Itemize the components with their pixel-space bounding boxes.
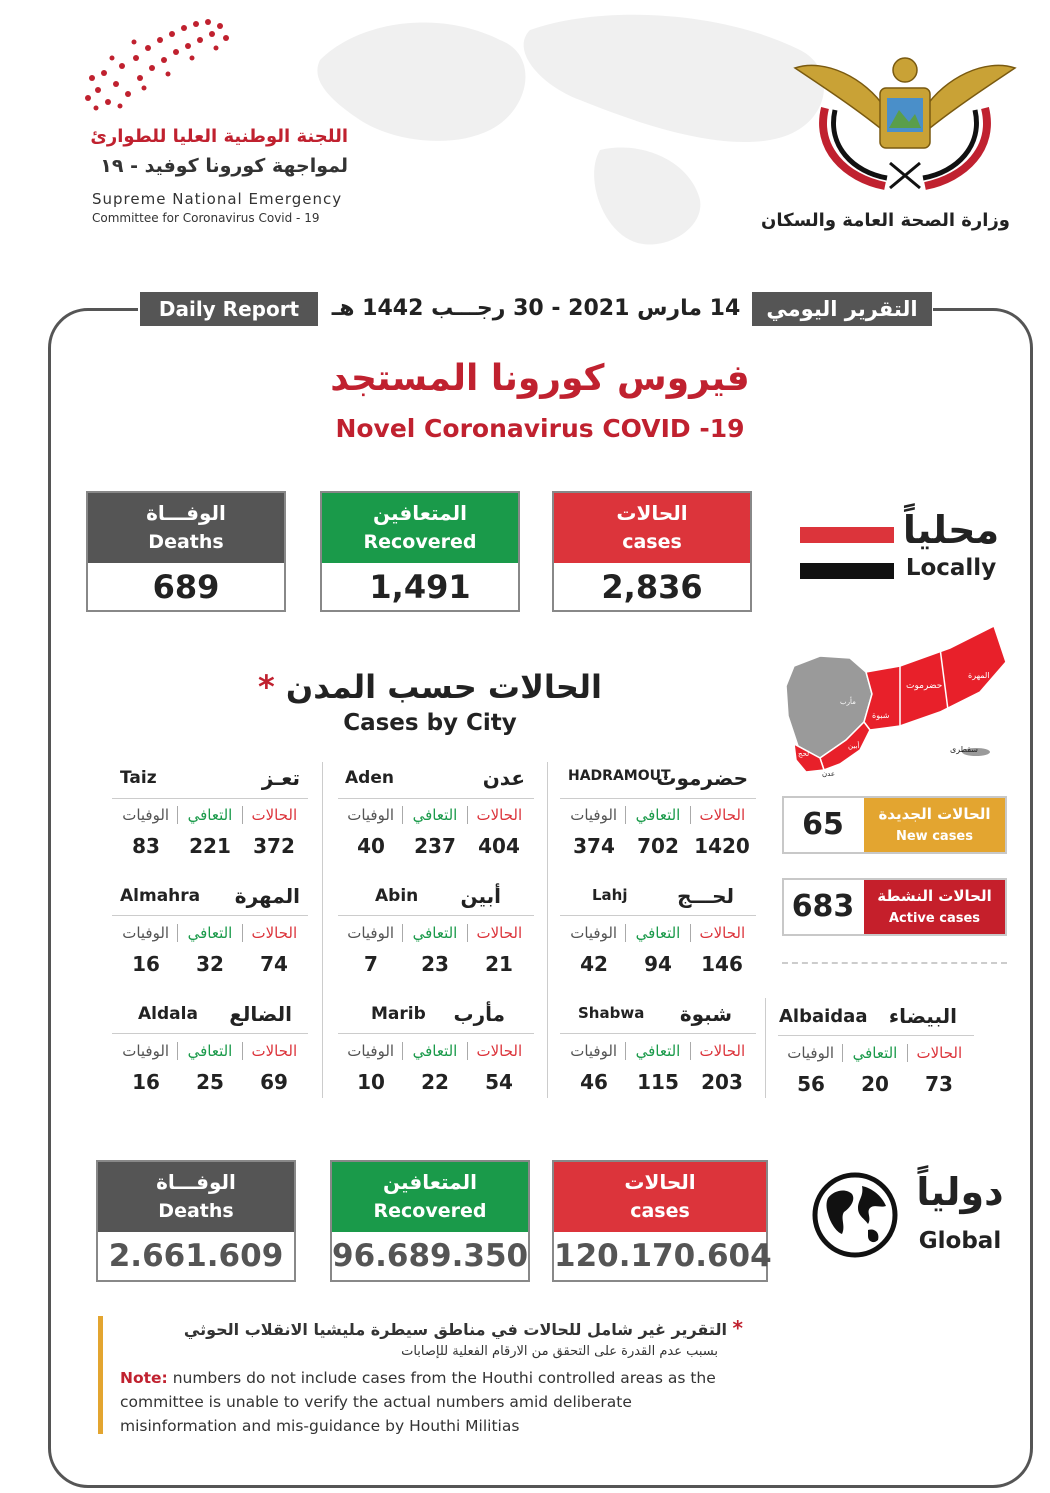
note-label: Note: <box>120 1369 168 1387</box>
deaths-header: الوفيات <box>570 806 618 824</box>
city-name-en: Taiz <box>120 768 157 788</box>
city-name-ar: شبوة <box>679 1002 732 1026</box>
city-name-en: Aldala <box>138 1004 198 1024</box>
city-name-en: Shabwa <box>578 1004 645 1022</box>
global-deaths-label-en: Deaths <box>158 1200 234 1222</box>
map-label-marib: مأرب <box>840 698 856 706</box>
map-label-hadramout: حضرموت <box>906 681 943 691</box>
city-name-ar: تعـز <box>261 766 300 790</box>
cases-header: الحالات <box>251 924 298 942</box>
cases-header: الحالات <box>699 806 746 824</box>
note-accent-bar <box>98 1316 103 1434</box>
cases-header: الحالات <box>916 1044 963 1062</box>
map-label-shabwa: شبوة <box>872 711 890 720</box>
recovered-header: التعافي <box>402 924 467 942</box>
city-card-marib <box>335 1002 535 1094</box>
recovered-value: 237 <box>414 834 456 858</box>
divider <box>322 762 323 1098</box>
divider <box>547 762 548 1098</box>
cases-value: 372 <box>253 834 295 858</box>
recovered-value: 221 <box>189 834 231 858</box>
locally-label-ar: محلياً <box>902 508 1000 552</box>
local-recovered-label-en: Recovered <box>363 531 477 553</box>
global-cases-value: 120.170.604 <box>554 1238 772 1274</box>
deaths-value: 16 <box>132 1070 160 1094</box>
page-title-ar: فيروس كورونا المستجد <box>330 358 750 399</box>
deaths-header: الوفيات <box>570 924 618 942</box>
divider <box>782 962 1007 964</box>
local-recovered-card <box>320 491 520 612</box>
cases-by-city-title-ar <box>230 668 630 706</box>
committee-name-en: Supreme National Emergency <box>92 190 343 208</box>
global-recovered-value: 96.689.350 <box>332 1238 529 1274</box>
cases-header: الحالات <box>699 1042 746 1060</box>
new-cases-value: 65 <box>802 807 844 842</box>
recovered-value: 23 <box>421 952 449 976</box>
city-name-ar: عدن <box>482 766 525 790</box>
committee-name-ar: اللجنة الوطنية العليا للطوارئ <box>90 126 348 147</box>
city-name-ar: مأرب <box>453 1002 505 1026</box>
city-card-abin <box>335 884 535 976</box>
cases-value: 203 <box>701 1070 743 1094</box>
global-label-ar: دولياً <box>916 1170 1004 1214</box>
active-cases-label-ar: الحالات النشطة <box>877 887 992 905</box>
global-cases-label-en: cases <box>630 1200 690 1222</box>
deaths-value: 16 <box>132 952 160 976</box>
recovered-value: 115 <box>637 1070 679 1094</box>
cases-header: الحالات <box>251 1042 298 1060</box>
note-en-text: numbers do not include cases from the Houthi controlled areas as the committee is unable to verify the actual numbers amid deliberate misinformation and mis-guidance by Houthi Militias <box>120 1369 716 1435</box>
deaths-value: 83 <box>132 834 160 858</box>
local-deaths-card <box>86 491 286 612</box>
local-deaths-label-en: Deaths <box>148 531 224 553</box>
committee-subtitle-en: Committee for Coronavirus Covid - 19 <box>92 211 320 225</box>
locally-label-en: Locally <box>905 555 997 581</box>
global-recovered-label-ar: المتعافين <box>383 1170 477 1194</box>
cases-header: الحالات <box>251 806 298 824</box>
city-card-taiz <box>110 766 310 858</box>
active-cases-value: 683 <box>791 889 855 924</box>
deaths-header: الوفيات <box>122 924 170 942</box>
city-card-aden <box>335 766 535 858</box>
note-ar-text: التقرير غير شامل للحالات في مناطق سيطرة مليشيا الانقلاب الحوثي <box>183 1320 727 1339</box>
cases-value: 54 <box>485 1070 513 1094</box>
local-cases-label-ar: الحالات <box>616 501 688 525</box>
city-name-ar: البيضاء <box>888 1004 957 1028</box>
deaths-value: 40 <box>357 834 385 858</box>
daily-report-ar: التقرير اليومي <box>752 292 932 326</box>
committee-logo-icon <box>78 18 238 113</box>
city-name-ar: لحـــج <box>677 884 734 908</box>
map-label-aden: عدن <box>822 770 835 778</box>
deaths-value: 374 <box>573 834 615 858</box>
daily-report-en: Daily Report <box>140 292 318 326</box>
deaths-value: 42 <box>580 952 608 976</box>
cases-header: الحالات <box>476 1042 523 1060</box>
local-recovered-label-ar: المتعافين <box>373 501 467 525</box>
city-name-ar: الضالع <box>229 1002 292 1026</box>
map-label-lahj: لحج <box>798 750 810 758</box>
recovered-header: التعافي <box>177 1042 242 1060</box>
map-label-socotra: سقطرى <box>950 745 978 754</box>
deaths-header: الوفيات <box>347 806 395 824</box>
cases-value: 1420 <box>694 834 750 858</box>
city-card-aldala <box>110 1002 310 1094</box>
active-cases-card <box>782 878 1007 936</box>
map-label-abyan: أبين <box>848 742 860 750</box>
deaths-value: 7 <box>364 952 378 976</box>
city-name-en: Albaidaa <box>779 1006 868 1027</box>
deaths-value: 46 <box>580 1070 608 1094</box>
recovered-header: التعافي <box>625 806 690 824</box>
new-cases-card <box>782 796 1007 854</box>
global-recovered-label-en: Recovered <box>373 1200 487 1222</box>
deaths-value: 10 <box>357 1070 385 1094</box>
footnote-star: * <box>258 668 275 706</box>
global-deaths-card <box>96 1160 296 1282</box>
recovered-header: التعافي <box>625 1042 690 1060</box>
recovered-value: 32 <box>196 952 224 976</box>
deaths-header: الوفيات <box>347 1042 395 1060</box>
city-card-shabwa <box>558 1002 758 1094</box>
local-cases-value: 2,836 <box>601 568 703 606</box>
recovered-header: التعافي <box>177 806 242 824</box>
city-card-lahj <box>558 884 758 976</box>
new-cases-label-en: New cases <box>895 829 973 844</box>
recovered-value: 22 <box>421 1070 449 1094</box>
deaths-header: الوفيات <box>570 1042 618 1060</box>
city-name-en: Marib <box>371 1004 426 1024</box>
active-cases-label-en: Active cases <box>888 911 981 926</box>
city-name-ar: أبين <box>460 884 501 908</box>
recovered-header: التعافي <box>402 1042 467 1060</box>
recovered-header: التعافي <box>842 1044 907 1062</box>
yemen-emblem-icon <box>785 48 1025 198</box>
city-name-en: Almahra <box>120 886 201 906</box>
committee-subtitle-ar: لمواجهة كورونا كوفيد - ١٩ <box>100 155 348 177</box>
global-deaths-value: 2.661.609 <box>108 1238 284 1274</box>
yemen-flag-icon <box>800 527 894 579</box>
deaths-header: الوفيات <box>122 1042 170 1060</box>
cases-value: 74 <box>260 952 288 976</box>
new-cases-label-ar: الحالات الجديدة <box>878 805 991 823</box>
cases-header: الحالات <box>476 924 523 942</box>
city-card-hadramout <box>558 766 758 858</box>
cases-header: الحالات <box>476 806 523 824</box>
recovered-header: التعافي <box>402 806 467 824</box>
cases-by-city-title-en: Cases by City <box>343 710 517 736</box>
local-cases-label-en: cases <box>622 531 682 553</box>
cases-value: 73 <box>925 1072 953 1096</box>
note-star: * <box>732 1316 743 1340</box>
local-recovered-value: 1,491 <box>369 568 471 606</box>
deaths-value: 56 <box>797 1072 825 1096</box>
global-recovered-card <box>330 1160 530 1282</box>
recovered-value: 25 <box>196 1070 224 1094</box>
cases-value: 69 <box>260 1070 288 1094</box>
city-name-en: Lahj <box>592 886 628 904</box>
local-deaths-value: 689 <box>152 568 220 606</box>
city-name-en: Aden <box>345 768 394 788</box>
ministry-name: وزارة الصحة العامة والسكان <box>761 210 1010 231</box>
cases-value: 146 <box>701 952 743 976</box>
recovered-value: 702 <box>637 834 679 858</box>
note-ar-line1 <box>118 1316 743 1340</box>
yemen-map-icon <box>780 622 1012 780</box>
page-title-en: Novel Coronavirus COVID -19 <box>335 414 745 443</box>
map-label-mahra: المهرة <box>968 671 990 680</box>
note-en <box>120 1366 740 1438</box>
city-name-ar: حضرموت <box>656 766 748 790</box>
local-deaths-label-ar: الوفـــاة <box>146 501 226 525</box>
note-ar-line2: بسبب عدم القدرة على التحقق من الارقام الفعلية للإصابات <box>401 1344 718 1359</box>
recovered-value: 20 <box>861 1072 889 1096</box>
deaths-header: الوفيات <box>787 1044 835 1062</box>
cases-by-city-ar: الحالات حسب المدن <box>285 668 602 706</box>
deaths-header: الوفيات <box>347 924 395 942</box>
global-cases-card <box>552 1160 772 1282</box>
deaths-header: الوفيات <box>122 806 170 824</box>
recovered-header: التعافي <box>177 924 242 942</box>
global-label-en: Global <box>918 1228 1002 1254</box>
globe-icon <box>812 1172 898 1258</box>
city-card-almahra <box>110 884 310 976</box>
cases-value: 21 <box>485 952 513 976</box>
local-cases-card <box>552 491 752 612</box>
global-deaths-label-ar: الوفـــاة <box>156 1170 236 1194</box>
city-name-en: HADRAMOUT <box>568 768 671 784</box>
global-cases-label-ar: الحالات <box>624 1170 696 1194</box>
cases-header: الحالات <box>699 924 746 942</box>
city-name-ar: المهرة <box>234 884 300 908</box>
recovered-header: التعافي <box>625 924 690 942</box>
recovered-value: 94 <box>644 952 672 976</box>
divider <box>765 998 766 1098</box>
city-card-albaidaa <box>775 1004 975 1096</box>
city-name-en: Abin <box>375 886 419 906</box>
report-date: 14 مارس 2021 - 30 رجـــب 1442 هـ <box>331 296 741 321</box>
cases-value: 404 <box>478 834 520 858</box>
